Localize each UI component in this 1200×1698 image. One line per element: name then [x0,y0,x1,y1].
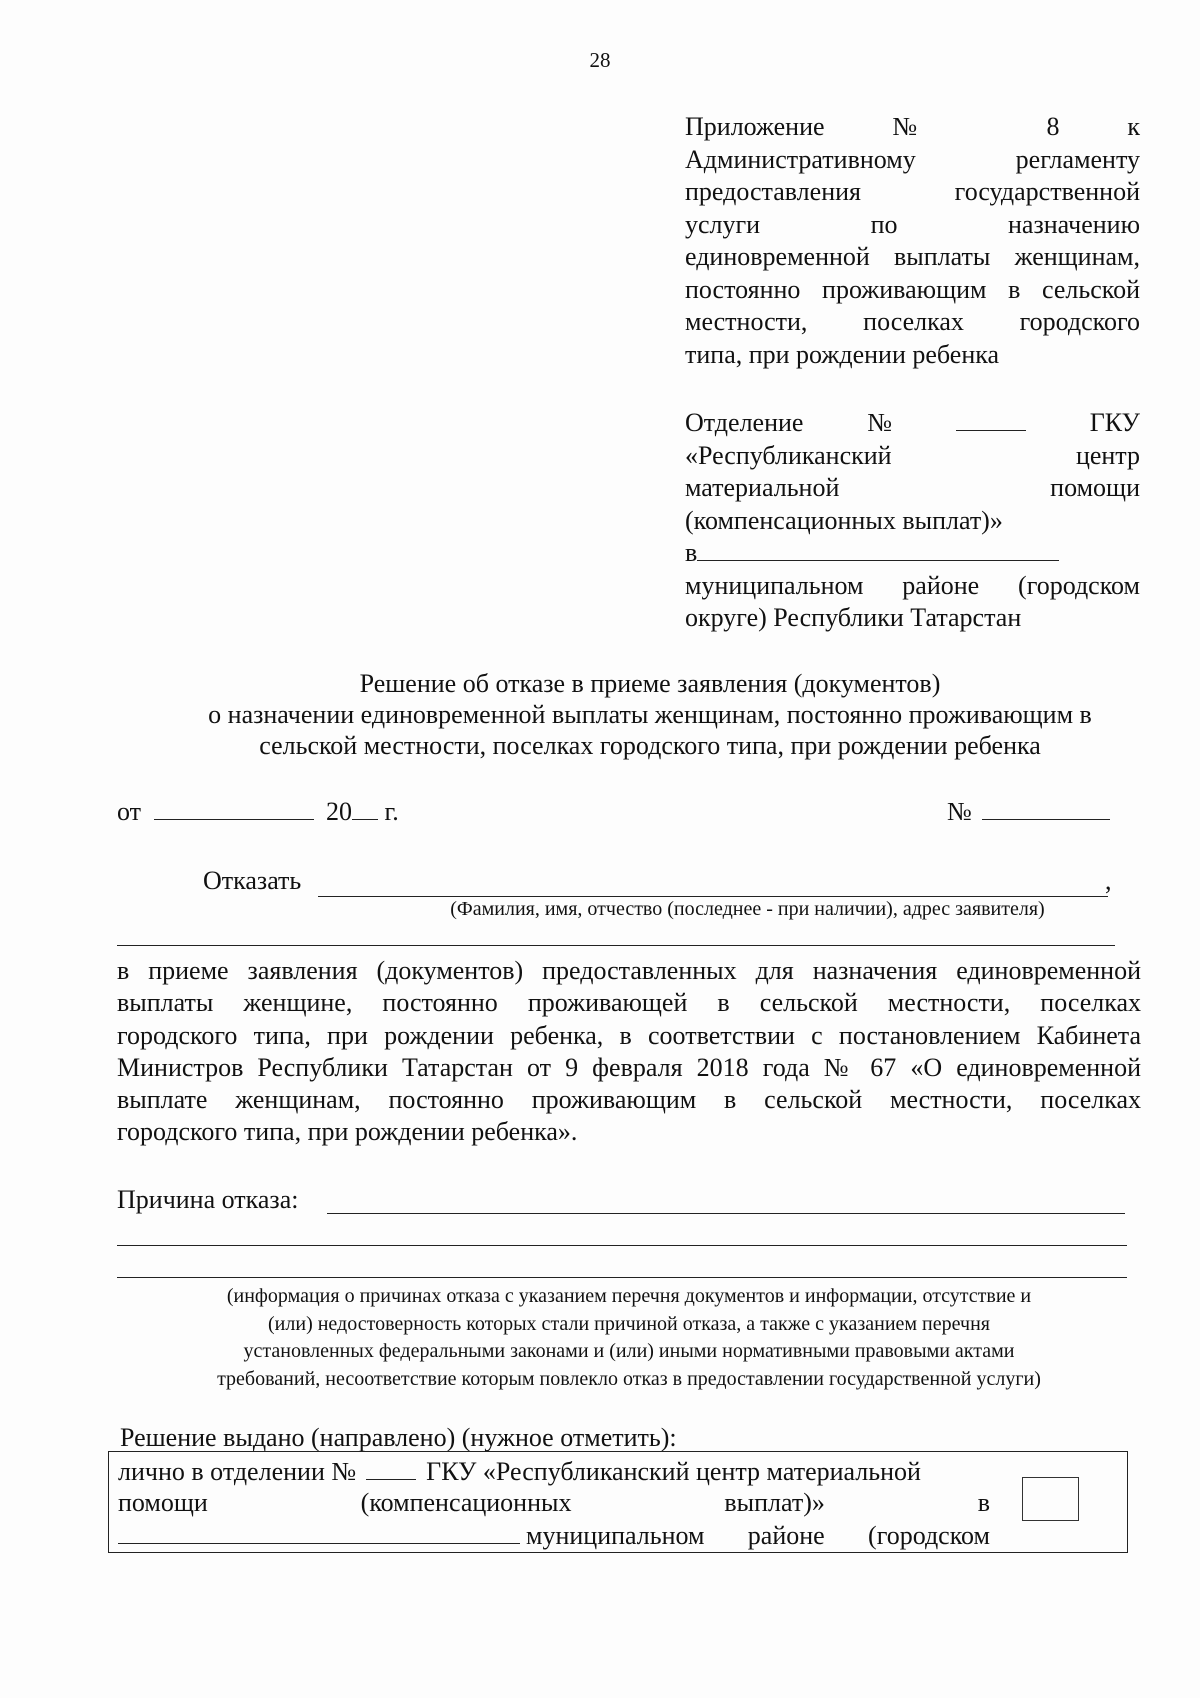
reason-caption-line: установленных федеральными законами и (или) иными нормативными правовыми актами [243,1340,1015,1362]
document-title [100,668,1200,761]
body-line: выплате женщинам, постоянно проживающим в сельской местности, поселках [117,1085,1141,1115]
reason-blank-line [117,1277,1127,1278]
reason-caption-line: (или) недостоверность которых стали причиной отказа, а также с указанием перечня [268,1312,990,1335]
appendix-line: местности, поселках городского [685,307,1140,336]
reason-caption-line: требований, несоответствие которым повлекло отказ в предоставлении государственной услуги) [217,1367,1041,1390]
body-line: городского типа, при рождении ребенка». [117,1117,578,1147]
issued-in-person-checkbox[interactable] [1022,1477,1079,1521]
body-line: городского типа, при рождении ребенка, в соответствии с постановлением Кабинета [117,1020,1141,1050]
district-blank [697,538,1059,561]
issued-option-text [118,1456,990,1552]
appendix-line: единовременной выплаты женщинам, [685,242,1140,271]
date-blank [154,797,314,820]
year-suffix: г. [384,797,399,826]
department-block [685,407,1140,635]
reason-blank-line [327,1213,1125,1214]
department-label: Отделение [685,408,804,437]
reason-caption [117,1283,1141,1393]
appendix-line: Приложение № 8 к [685,112,1140,141]
issued-department-blank [366,1457,416,1480]
number-sign: № [947,797,972,826]
applicant-blank-line-2 [117,945,1115,946]
body-line: Министров Республики Татарстан от 9 февраля 2018 года № 67 «О единовременной [117,1052,1141,1082]
department-in-prefix: в [685,538,698,567]
appendix-line: постоянно проживающим в сельской [685,274,1140,304]
department-line: (компенсационных выплат)» [685,505,1003,535]
appendix-line: услуги по назначению [685,209,1140,239]
issued-line: муниципальном районе (городском [526,1520,990,1550]
reason-blank-line [117,1245,1127,1246]
appendix-line: типа, при рождении ребенка [685,339,1000,369]
applicant-caption: (Фамилия, имя, отчество (последнее - при наличии), адрес заявителя) [450,898,1045,920]
department-gku: ГКУ [1089,408,1140,437]
date-row [117,797,399,827]
body-line: в приеме заявления (документов) предоставленных для назначения единовременной [117,956,1141,985]
year-prefix: 20 [326,797,353,826]
body-paragraph [117,955,1141,1149]
title-line: Решение об отказе в приеме заявления (документов) [359,669,941,698]
department-number-blank [956,408,1026,431]
appendix-line: Административному регламенту [685,144,1140,174]
appendix-line: предоставления государственной [685,177,1140,206]
page-number: 28 [589,48,611,72]
reason-label: Причина отказа: [117,1185,299,1214]
appendix-header [685,111,1140,371]
applicant-blank-line [318,896,1108,897]
refuse-comma: , [1105,866,1112,895]
title-line: сельской местности, поселках городского типа, при рождении ребенка [259,731,1041,760]
title-line: о назначении единовременной выплаты женщинам, постоянно проживающим в [208,700,1092,729]
issued-district-blank [118,1521,520,1544]
refuse-label: Отказать [203,866,302,895]
issued-line: ГКУ «Республиканский центр материальной [426,1457,921,1486]
date-from-label: от [117,797,142,826]
department-line: «Республиканский центр [685,440,1140,470]
year-blank [352,797,378,820]
number-blank [982,797,1110,820]
issued-line: помощи (компенсационных выплат)» в [118,1488,990,1517]
issued-title: Решение выдано (направлено) (нужное отметить): [120,1423,677,1452]
body-line: выплаты женщине, постоянно проживающей в сельской местности, поселках [117,988,1141,1018]
department-line: округе) Республики Татарстан [685,603,1022,632]
department-line: материальной помощи [685,473,1140,502]
reason-caption-line: (информация о причинах отказа с указанием перечня документов и информации, отсутствие и [226,1285,1032,1307]
department-line: муниципальном районе (городском [685,570,1140,600]
number-row [947,797,1110,827]
issued-line: лично в отделении № [118,1457,357,1486]
department-number-sign: № [867,408,893,437]
